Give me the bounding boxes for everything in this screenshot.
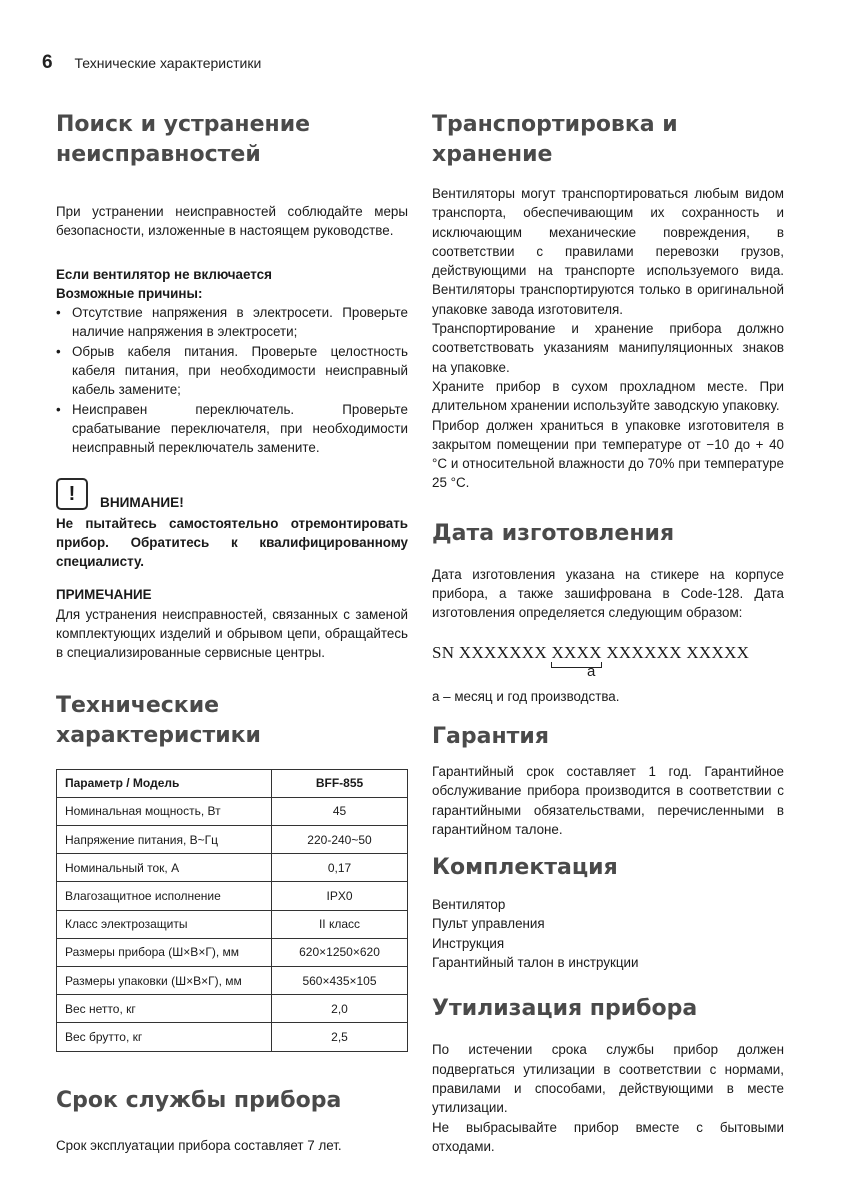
disposal-paragraph: По истечении срока службы прибор должен подвергаться утилизации в соответствии с нормами, правилами и способами, действующими в месте утилизации. [432,1042,784,1116]
table-cell: Размеры упаковки (Ш×В×Г), мм [57,966,272,994]
list-item: • Обрыв кабеля питания. Проверьте целостность кабеля питания, при необходимости неисправный кабель замените; [56,342,408,400]
table-cell: 620×1250×620 [272,938,408,966]
left-column [56,110,408,1155]
specs-title: Технические характеристики [56,692,261,748]
table-cell: II класс [272,910,408,938]
page-header [42,52,261,74]
table-header-cell: Параметр / Модель [57,769,272,797]
list-item: Пульт управления [432,916,545,932]
case-title: Если вентилятор не включается [56,266,272,282]
causes-title: Возможные причины: [56,285,203,301]
table-header-row [57,769,408,797]
service-life-title: Срок службы прибора [56,1087,342,1113]
transport-paragraph: Вентиляторы могут транспортироваться любым видом транспорта, обеспечивающим их сохранность и исключающим механические повреждения, в соответствии с правилами перевозки грузов, действующими на транспорте используемого вида. Вентиляторы транспортируются только в оригинальной упаковке завода изготовителя. [432,186,784,317]
table-cell: Напряжение питания, В~Гц [57,826,272,854]
table-cell: Вес нетто, кг [57,995,272,1023]
manufacture-date-legend: a – месяц и год производства. [432,688,620,704]
list-item: • Отсутствие напряжения в электросети. Проверьте наличие напряжения в электросети; [56,303,408,342]
package-title: Комплектация [432,855,618,881]
table-row [57,966,408,994]
warning-header [56,478,408,510]
table-row [57,797,408,825]
table-cell: Класс электрозащиты [57,910,272,938]
serial-code-marker: a [587,662,596,680]
table-cell: Номинальный ток, А [57,854,272,882]
transport-paragraph: Транспортирование и хранение прибора должно соответствовать указаниям манипуляционных знаков на упаковке. [432,321,784,375]
list-item: Вентилятор [432,897,506,913]
exclamation-icon: ! [56,478,88,510]
table-row [57,995,408,1023]
table-cell: 560×435×105 [272,966,408,994]
right-column [432,110,784,1156]
page-number: 6 [42,52,53,73]
causes-list [56,303,408,457]
serial-code-suffix: XXXXXX XXXXX [601,642,750,662]
service-life-text: Срок эксплуатации прибора составляет 7 лет. [56,1137,342,1153]
table-cell: 2,0 [272,995,408,1023]
table-cell: Номинальная мощность, Вт [57,797,272,825]
table-cell: 0,17 [272,854,408,882]
disposal-title: Утилизация прибора [432,996,698,1022]
table-row [57,910,408,938]
table-row [57,882,408,910]
troubleshooting-title: Поиск и устранение неисправностей [56,112,311,167]
note-title: ПРИМЕЧАНИЕ [56,587,152,603]
table-cell: 220-240~50 [272,826,408,854]
warranty-text: Гарантийный срок составляет 1 год. Гарантийное обслуживание прибора производится в соответствии с гарантийными обязательствами, перечисленными в гарантийном талоне. [432,763,784,837]
package-list [432,895,784,972]
transport-paragraph: Храните прибор в сухом прохладном месте. При длительном хранении используйте заводскую упаковку. [432,378,784,414]
disposal-paragraph: Не выбрасывайте прибор вместе с бытовыми отходами. [432,1119,784,1154]
table-cell: 45 [272,797,408,825]
list-item: Инструкция [432,935,505,951]
list-item: • Неисправен переключатель. Проверьте срабатывание переключателя, при необходимости неисправный переключатель замените. [56,400,408,458]
troubleshooting-intro: При устранении неисправностей соблюдайте меры безопасности, изложенные в настоящем руководстве. [56,204,408,239]
table-row [57,938,408,966]
manufacture-date-title: Дата изготовления [432,520,675,546]
table-cell: Влагозащитное исполнение [57,882,272,910]
table-row [57,854,408,882]
table-cell: Размеры прибора (Ш×В×Г), мм [57,938,272,966]
transport-paragraph: Прибор должен храниться в упаковке изготовителя в закрытом помещении при температуре от −10 до + 40 °C и относительной влажности до 70% при температуре 25 °C. [432,417,784,491]
list-item: Гарантийный талон в инструкции [432,955,639,971]
table-cell: Вес брутто, кг [57,1023,272,1051]
table-row [57,1023,408,1051]
header-section-title: Технические характеристики [74,55,262,71]
note-text: Для устранения неисправностей, связанных с заменой комплектующих изделий и обрывом цепи, обращайтесь в специализированные сервисные центры. [56,606,408,661]
specs-table [56,769,408,1052]
warning-text: Не пытайтесь самостоятельно отремонтировать прибор. Обратитесь к квалифицированному специалисту. [56,515,408,570]
table-row [57,826,408,854]
warning-title: ВНИМАНИЕ! [100,494,184,510]
manufacture-date-text: Дата изготовления указана на стикере на корпусе прибора, а также зашифрована в Code-128. Дата изготовления определяется следующим образом: [432,566,784,621]
table-header-cell: BFF-855 [272,769,408,797]
warranty-title: Гарантия [432,723,549,749]
table-cell: 2,5 [272,1023,408,1051]
serial-code-prefix: SN XXXXXXX [432,642,552,662]
transport-title: Транспортировка и хранение [432,112,678,167]
serial-code-template [432,643,784,663]
serial-code-date-part: XXXX [551,642,602,662]
table-cell: IPX0 [272,882,408,910]
